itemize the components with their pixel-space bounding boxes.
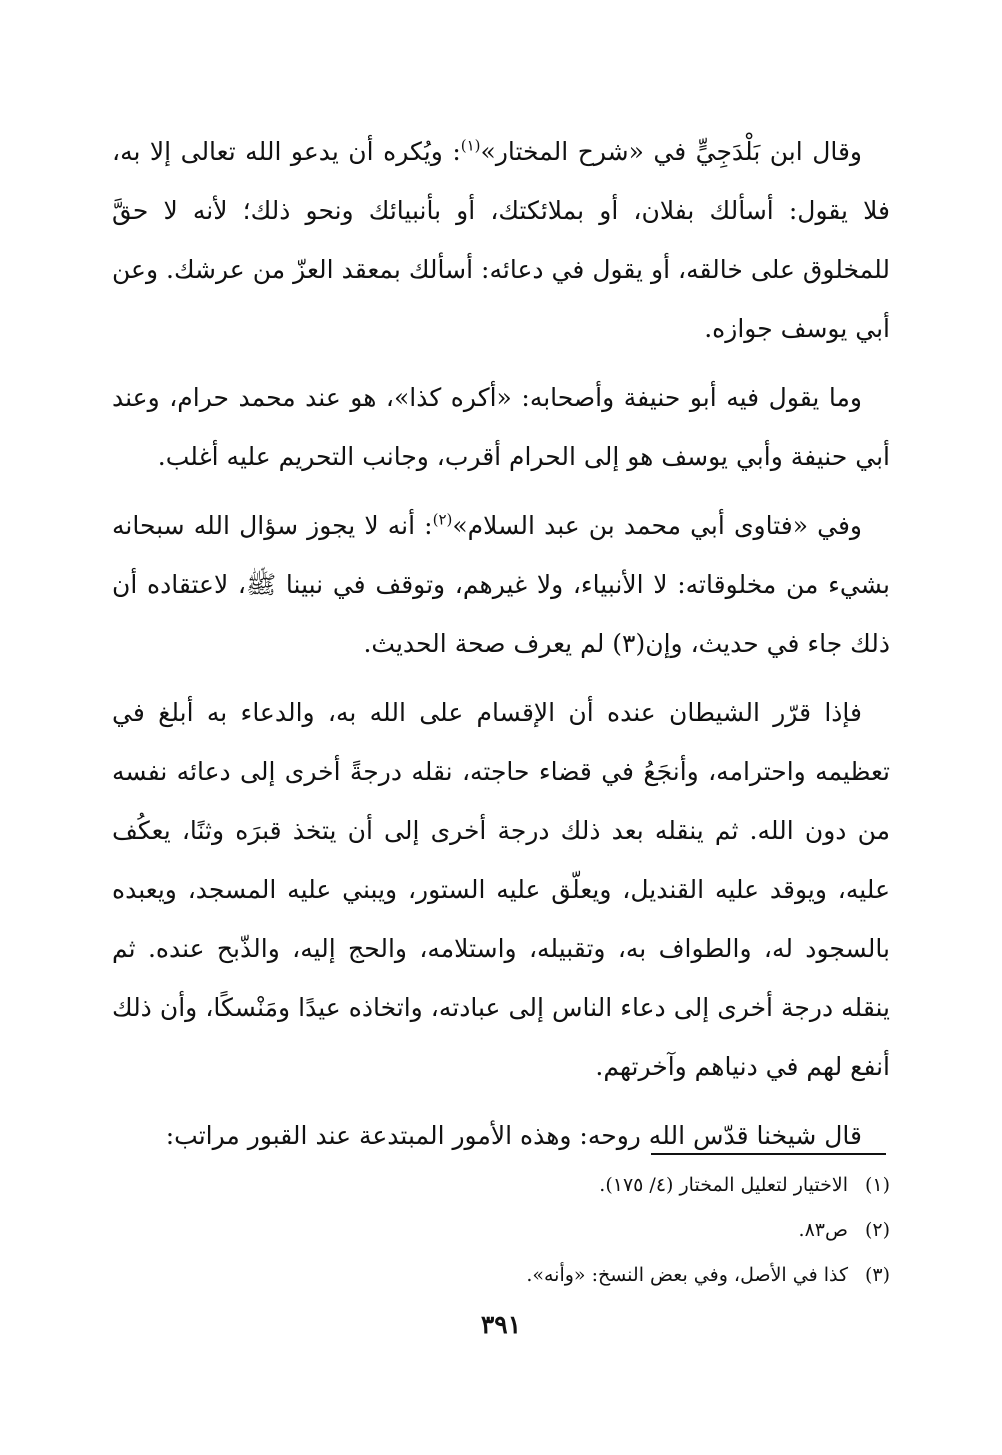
- footnote-item: [300, 1253, 890, 1298]
- main-text: [112, 122, 890, 1175]
- footnote-text: الاختيار لتعليل المختار (٤/ ١٧٥).: [599, 1174, 848, 1196]
- footnote-number: (٣): [864, 1264, 890, 1286]
- paragraph-text: وفي «فتاوى أبي محمد بن عبد السلام»: [452, 511, 862, 540]
- paragraph-text: فإذا قرّر الشيطان عنده أن الإقسام على الله به، والدعاء به أبلغ في تعظيمه واحترامه، وأنجَعُ في قضاء حاجته، نقله درجةً أخرى إلى دعائه نفسه من دون الله. ثم ينقله بعد ذلك درجة أخرى إلى أن يتخذ قبرَه وثنًا، يعكُف عليه، ويوقد عليه القنديل، ويعلّق عليه الستور، ويبني عليه المسجد، ويعبده بالسجود له، والطواف به، وتقبيله، واستلامه، والحج إليه، والذّبح عنده. ثم ينقله درجة أخرى إلى دعاء الناس إلى عبادته، واتخاذه عيدًا ومَنْسكًا، وأن ذلك أنفع لهم في دنياهم وآخرتهم.: [112, 698, 890, 1081]
- page-number: ٣٩١: [480, 1310, 522, 1339]
- paragraph-fatawa: [112, 496, 890, 673]
- footnotes: [300, 1163, 890, 1298]
- footnote-text: ص٨٣.: [798, 1219, 848, 1241]
- paragraph-abu-hanifa: [112, 368, 890, 486]
- footnote-text: كذا في الأصل، وفي بعض النسخ: «وأنه».: [526, 1264, 848, 1286]
- paragraph-ibn-baldaji: [112, 122, 890, 358]
- paragraph-text: قال شيخنا قدّس الله روحه: وهذه الأمور المبتدعة عند القبور مراتب:: [165, 1121, 862, 1150]
- footnote-reference: (١): [460, 136, 481, 155]
- footnote-number: (٢): [864, 1219, 890, 1241]
- paragraph-text: وقال ابن بَلْدَجِيٍّ في «شرح المختار»: [480, 137, 862, 166]
- paragraph-text: : ويُكره أن يدعو الله تعالى إلا به، فلا يقول: أسألك بفلان، أو بملائكتك، أو بأنبيائك ونحو ذلك؛ لأنه لا حقَّ للمخلوق على خالقه، أو يقول في دعائه: أسألك بمعقد العزّ من عرشك. وعن أبي يوسف جوازه.: [112, 137, 890, 343]
- footnote-divider: [651, 1153, 886, 1155]
- paragraph-text: : أنه لا يجوز سؤال الله سبحانه بشيء من مخلوقاته: لا الأنبياء، ولا غيرهم، وتوقف في نبينا ﷺ، لاعتقاده أن ذلك جاء في حديث، وإن(٣) لم يعرف صحة الحديث.: [112, 511, 890, 658]
- footnote-reference: (٢): [432, 510, 453, 529]
- footnote-number: (١): [864, 1174, 890, 1196]
- paragraph-text: وما يقول فيه أبو حنيفة وأصحابه: «أكره كذا»، هو عند محمد حرام، وعند أبي حنيفة وأبي يوسف هو إلى الحرام أقرب، وجانب التحريم عليه أغلب.: [112, 383, 890, 471]
- paragraph-shaytan: [112, 683, 890, 1096]
- footnote-item: [300, 1208, 890, 1253]
- paragraph-shaykh: [112, 1106, 890, 1165]
- footnote-item: [300, 1163, 890, 1208]
